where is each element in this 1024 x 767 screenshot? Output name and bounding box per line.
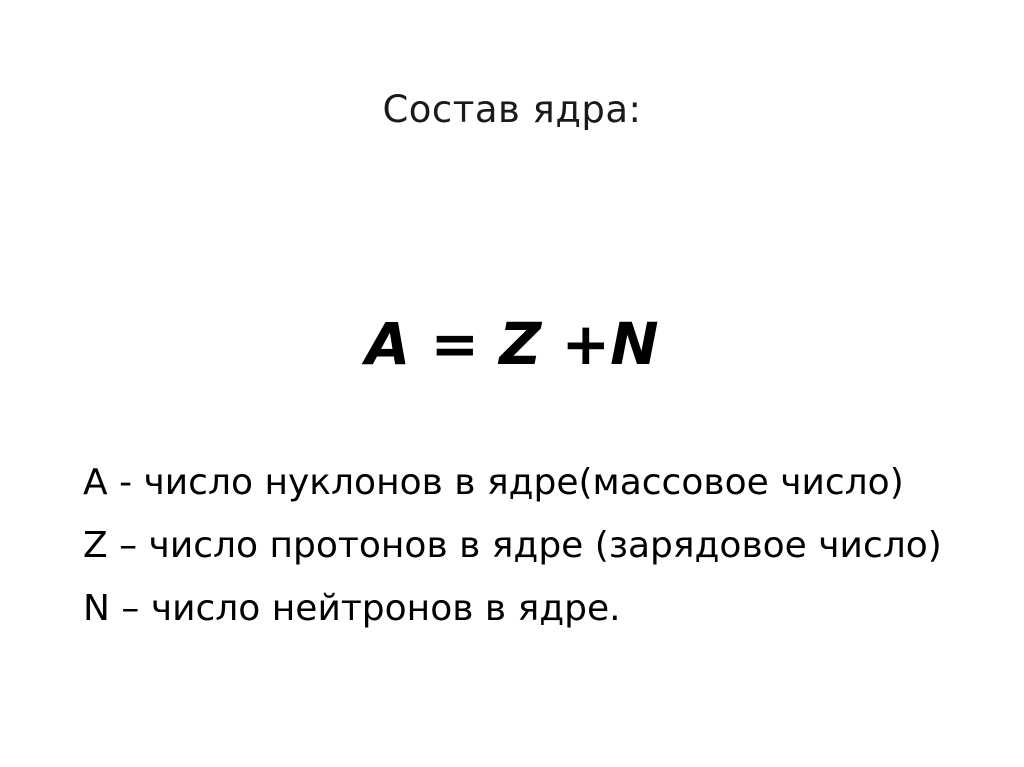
definition-charge-number: Z – число протонов в ядре (зарядовое число) (83, 525, 942, 566)
definitions-list (83, 458, 963, 647)
nuclear-composition-formula: A = Z +N (365, 310, 659, 378)
definition-mass-number: А - число нуклонов в ядре(массовое число) (83, 462, 904, 503)
slide-title: Состав ядра: (382, 88, 642, 131)
definition-neutron-number: N – число нейтронов в ядре. (83, 588, 621, 629)
